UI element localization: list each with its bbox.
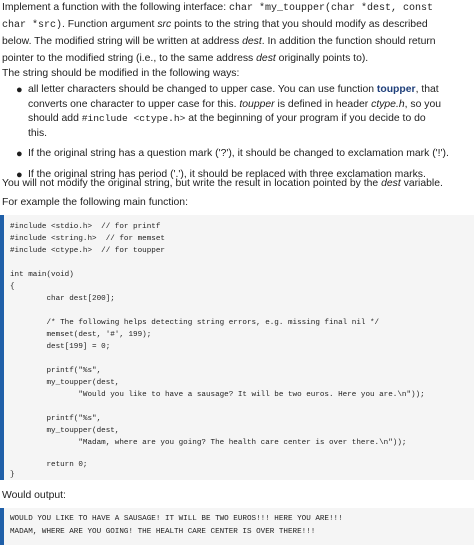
output-line: WOULD YOU LIKE TO HAVE A SAUSAGE! IT WILL BE TWO EUROS!!! HERE YOU ARE!!! xyxy=(10,515,343,523)
note-text: variable. xyxy=(403,178,443,189)
intro-text: . In addition the function should return xyxy=(261,36,436,48)
code-line: { xyxy=(10,283,15,291)
code-line: dest[199] = 0; xyxy=(10,343,111,351)
intro-text: pointer to the modified string (i.e., to the same address xyxy=(2,52,254,64)
note-paragraph xyxy=(2,176,472,192)
note-text: You will not modify the original string, but write the result in location pointed by the xyxy=(2,178,379,189)
intro-text: . Function argument xyxy=(62,19,155,31)
param-dest: dest xyxy=(381,178,401,189)
code-line: my_toupper(dest, xyxy=(10,427,120,435)
code-line: #include <string.h> // for memset xyxy=(10,235,165,243)
code-line: "Madam, where are you going? The health care center is over there.\n")); xyxy=(10,439,407,447)
code-line: /* The following helps detecting string errors, e.g. missing final nil */ xyxy=(10,319,380,327)
intro-text: below. The modified string will be written at address xyxy=(2,36,240,48)
list-item xyxy=(14,147,470,162)
code-line: my_toupper(dest, xyxy=(10,379,120,387)
code-line: #include <ctype.h> // for toupper xyxy=(10,247,165,255)
output-line: MADAM, WHERE ARE YOU GOING! THE HEALTH CARE CENTER IS OVER THERE!!! xyxy=(10,528,316,536)
code-line: int main(void) xyxy=(10,271,74,279)
bullet-text: at the beginning of your program if you decide to do xyxy=(188,113,426,124)
code-line: printf("%s", xyxy=(10,415,102,423)
output-heading: Would output: xyxy=(2,490,66,501)
rules-list xyxy=(14,83,470,188)
intro-text: Implement a function with the following interface: xyxy=(2,2,227,13)
code-block xyxy=(0,215,474,480)
bullet-text: , so you xyxy=(404,98,442,110)
bullet-text: this. xyxy=(28,127,48,139)
list-item xyxy=(14,83,470,141)
intro-paragraph xyxy=(2,0,472,67)
param-src: src xyxy=(157,19,172,31)
code-line: #include <stdio.h> // for printf xyxy=(10,223,161,231)
bullet-text: If the original string has period ('.'), it should be replaced with three exclamation marks. xyxy=(28,168,426,180)
example-heading: For example the following main function: xyxy=(2,197,188,208)
param-dest: dest xyxy=(242,36,262,48)
intro-text: originally points to). xyxy=(278,52,369,64)
bullet-text: is defined in header xyxy=(277,98,369,110)
intro-text: points to the string that you should modify as described xyxy=(174,19,428,31)
code-line: memset(dest, '#', 199); xyxy=(10,331,152,339)
bullet-text: should add xyxy=(28,113,79,124)
function-name: toupper xyxy=(239,98,275,110)
function-signature: char *my_toupper(char *dest, const xyxy=(229,3,434,14)
code-line: "Would you like to have a sausage? It will be two euros. Here you are.\n")); xyxy=(10,391,425,399)
bullet-icon: ● xyxy=(16,168,23,181)
param-dest: dest xyxy=(256,52,276,64)
bullet-icon: ● xyxy=(16,84,23,96)
bullet-text: , that xyxy=(415,84,439,95)
code-line: } xyxy=(10,471,15,479)
bullet-text: all letter characters should be changed to upper case. You can use function xyxy=(28,84,375,95)
bullet-text: If the original string has a question mark ('?'), it should be changed to exclamation mark ('!'). xyxy=(28,148,449,159)
function-name: toupper xyxy=(376,84,416,95)
code-line: return 0; xyxy=(10,461,88,469)
bullet-text: converts one character to upper case for this. xyxy=(28,98,237,110)
function-signature-cont: char *src) xyxy=(2,20,63,32)
code-line: char dest[200]; xyxy=(10,295,115,303)
include-directive: #include <ctype.h> xyxy=(81,113,186,124)
code-line: printf("%s", xyxy=(10,367,102,375)
bullet-icon: ● xyxy=(16,148,23,160)
output-block xyxy=(0,508,474,545)
modify-heading: The string should be modified in the following ways: xyxy=(2,68,240,79)
header-name: ctype.h xyxy=(371,98,405,110)
